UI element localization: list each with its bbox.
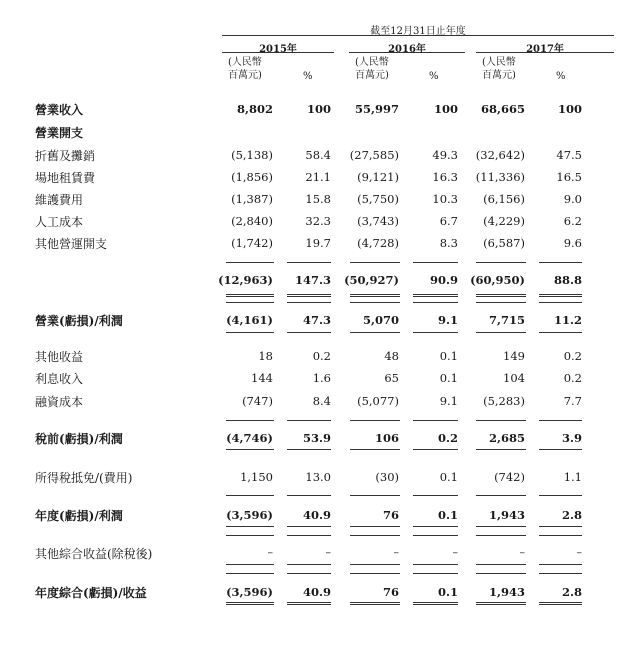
amount-cell: (9,121) <box>357 170 399 184</box>
amount-cell: – <box>267 546 273 559</box>
row-rule <box>476 262 526 263</box>
percent-cell: 88.8 <box>553 273 582 287</box>
percent-cell: 6.7 <box>439 214 458 228</box>
amount-cell: 1,943 <box>488 585 525 599</box>
percent-cell: 100 <box>306 102 331 116</box>
row-rule <box>226 602 274 605</box>
percent-cell: 100 <box>557 102 582 116</box>
amount-cell: (4,229) <box>483 214 525 228</box>
amount-cell: (5,750) <box>357 192 399 206</box>
unit-line-2: 百萬元) <box>355 70 389 81</box>
row-label: 年度綜合(虧損)/收益 <box>35 586 147 600</box>
row-label: 折舊及攤銷 <box>35 149 96 163</box>
row-rule <box>413 294 458 297</box>
year-2016: 2016年 <box>388 44 426 55</box>
year-2017: 2017年 <box>526 44 564 55</box>
amount-cell: 149 <box>503 349 525 363</box>
row-rule <box>413 420 458 421</box>
amount-cell: 5,070 <box>362 313 399 327</box>
row-label: 營業(虧損)/利潤 <box>35 314 123 328</box>
row-label: 其他綜合收益(除稅後) <box>35 547 153 561</box>
row-label: 維護費用 <box>35 193 84 207</box>
percent-cell: 47.5 <box>556 148 582 162</box>
row-label: 場地租賃費 <box>35 171 96 185</box>
percent-cell: – <box>576 546 582 559</box>
row-rule <box>539 602 582 605</box>
percent-cell: 0.2 <box>563 371 582 385</box>
amount-cell: (4,161) <box>226 313 273 327</box>
percent-cell: – <box>325 546 331 559</box>
row-rule <box>539 294 582 297</box>
percent-cell: 0.1 <box>439 470 458 484</box>
row-rule <box>413 495 458 496</box>
row-rule <box>350 535 400 536</box>
row-label: 所得稅抵免/(費用) <box>35 471 133 485</box>
row-rule <box>226 535 274 536</box>
amount-cell: (30) <box>375 470 399 484</box>
percent-cell: 11.2 <box>553 313 582 327</box>
row-rule <box>350 294 400 297</box>
row-rule <box>350 564 400 565</box>
amount-cell: 48 <box>384 349 399 363</box>
amount-cell: 65 <box>384 371 399 385</box>
row-rule <box>539 302 582 303</box>
row-rule <box>476 564 526 565</box>
percent-cell: 40.9 <box>302 585 331 599</box>
percent-cell: 100 <box>433 102 458 116</box>
row-rule <box>350 495 400 496</box>
row-rule <box>539 262 582 263</box>
amount-cell: (32,642) <box>475 148 525 162</box>
row-rule <box>226 495 274 496</box>
unit-line-2: 百萬元) <box>482 70 516 81</box>
percent-cell: 32.3 <box>305 214 331 228</box>
percent-cell: 47.3 <box>302 313 331 327</box>
row-rule <box>226 526 274 527</box>
percent-cell: 90.9 <box>429 273 458 287</box>
amount-cell: (1,856) <box>231 170 273 184</box>
percent-cell: 9.0 <box>563 192 582 206</box>
amount-cell: 1,943 <box>488 508 525 522</box>
row-rule <box>539 495 582 496</box>
amount-cell: (50,927) <box>344 273 399 287</box>
percent-cell: 0.1 <box>437 508 458 522</box>
row-rule <box>226 449 274 450</box>
row-rule <box>413 449 458 450</box>
amount-cell: 1,150 <box>240 470 273 484</box>
period-header: 截至12月31日止年度 <box>370 26 466 37</box>
row-rule <box>350 449 400 450</box>
row-label: 其他收益 <box>35 350 84 364</box>
unit-header-2016 <box>355 56 389 82</box>
row-rule <box>413 573 458 574</box>
row-rule <box>226 420 274 421</box>
amount-cell: 106 <box>374 431 399 445</box>
unit-line-2: 百萬元) <box>228 70 262 81</box>
amount-cell: (747) <box>242 394 273 408</box>
percent-cell: 58.4 <box>305 148 331 162</box>
unit-line-1: (人民幣 <box>482 57 516 68</box>
percent-cell: 0.1 <box>437 585 458 599</box>
amount-cell: (11,336) <box>475 170 525 184</box>
row-rule <box>287 449 331 450</box>
percent-cell: 1.1 <box>563 470 582 484</box>
year-rule-2017 <box>476 52 614 53</box>
row-rule <box>287 602 331 605</box>
row-rule <box>350 420 400 421</box>
row-rule <box>287 332 331 333</box>
percent-cell: 1.6 <box>312 371 331 385</box>
row-label: 利息收入 <box>35 372 84 386</box>
row-rule <box>413 332 458 333</box>
amount-cell: (6,587) <box>483 236 525 250</box>
row-rule <box>476 332 526 333</box>
percent-cell: 7.7 <box>563 394 582 408</box>
row-rule <box>476 420 526 421</box>
percent-cell: 0.2 <box>563 349 582 363</box>
row-label: 年度(虧損)/利潤 <box>35 509 123 523</box>
row-rule <box>476 302 526 303</box>
row-rule <box>226 302 274 303</box>
row-rule <box>476 602 526 605</box>
row-rule <box>350 262 400 263</box>
row-rule <box>287 420 331 421</box>
percent-cell: 19.7 <box>305 236 331 250</box>
row-rule <box>476 294 526 297</box>
percent-cell: 16.5 <box>556 170 582 184</box>
row-rule <box>287 535 331 536</box>
row-rule <box>350 302 400 303</box>
year-rule-2016 <box>349 52 465 53</box>
amount-cell: – <box>393 546 399 559</box>
row-rule <box>413 535 458 536</box>
row-rule <box>413 602 458 605</box>
pct-header-2015: % <box>303 71 313 82</box>
unit-header-2017 <box>482 56 516 82</box>
row-label: 營業收入 <box>35 103 84 117</box>
percent-cell: 15.8 <box>305 192 331 206</box>
amount-cell: (3,596) <box>226 585 273 599</box>
row-rule <box>287 526 331 527</box>
amount-cell: (3,743) <box>357 214 399 228</box>
row-rule <box>413 302 458 303</box>
amount-cell: 2,685 <box>488 431 525 445</box>
percent-cell: 2.8 <box>561 585 582 599</box>
amount-cell: – <box>519 546 525 559</box>
row-rule <box>476 526 526 527</box>
amount-cell: 55,997 <box>354 102 399 116</box>
row-rule <box>476 573 526 574</box>
amount-cell: (5,138) <box>231 148 273 162</box>
row-rule <box>350 526 400 527</box>
percent-cell: 53.9 <box>302 431 331 445</box>
row-rule <box>287 564 331 565</box>
row-rule <box>287 294 331 297</box>
percent-cell: 0.2 <box>437 431 458 445</box>
row-rule <box>413 564 458 565</box>
row-rule <box>539 526 582 527</box>
percent-cell: 9.6 <box>563 236 582 250</box>
percent-cell: 16.3 <box>432 170 458 184</box>
row-rule <box>539 573 582 574</box>
row-rule <box>287 495 331 496</box>
row-rule <box>476 449 526 450</box>
percent-cell: 0.1 <box>439 371 458 385</box>
unit-line-1: (人民幣 <box>355 57 389 68</box>
amount-cell: (6,156) <box>483 192 525 206</box>
percent-cell: 0.1 <box>439 349 458 363</box>
row-rule <box>413 262 458 263</box>
row-rule <box>413 526 458 527</box>
amount-cell: (4,728) <box>357 236 399 250</box>
amount-cell: 8,802 <box>236 102 273 116</box>
row-label: 其他營運開支 <box>35 237 108 251</box>
row-rule <box>287 573 331 574</box>
percent-cell: 40.9 <box>302 508 331 522</box>
percent-cell: 2.8 <box>561 508 582 522</box>
percent-cell: 8.3 <box>439 236 458 250</box>
row-rule <box>226 294 274 297</box>
row-rule <box>226 332 274 333</box>
amount-cell: (1,387) <box>231 192 273 206</box>
amount-cell: (4,746) <box>226 431 273 445</box>
row-label: 人工成本 <box>35 215 84 229</box>
amount-cell: 144 <box>251 371 273 385</box>
row-rule <box>539 420 582 421</box>
row-rule <box>476 535 526 536</box>
amount-cell: (742) <box>494 470 525 484</box>
percent-cell: 6.2 <box>563 214 582 228</box>
row-label: 稅前(虧損)/利潤 <box>35 432 123 446</box>
amount-cell: 104 <box>503 371 525 385</box>
percent-cell: 147.3 <box>294 273 331 287</box>
row-label: 營業開支 <box>35 126 84 140</box>
row-rule <box>539 535 582 536</box>
amount-cell: (5,077) <box>357 394 399 408</box>
unit-header-2015 <box>228 56 262 82</box>
row-rule <box>226 573 274 574</box>
row-rule <box>539 564 582 565</box>
row-rule <box>539 449 582 450</box>
row-rule <box>287 262 331 263</box>
amount-cell: (3,596) <box>226 508 273 522</box>
percent-cell: 9.1 <box>439 394 458 408</box>
percent-cell: – <box>452 546 458 559</box>
percent-cell: 9.1 <box>437 313 458 327</box>
row-rule <box>350 332 400 333</box>
row-rule <box>476 495 526 496</box>
row-rule <box>287 302 331 303</box>
pct-header-2016: % <box>429 71 439 82</box>
percent-cell: 49.3 <box>432 148 458 162</box>
percent-cell: 10.3 <box>432 192 458 206</box>
percent-cell: 13.0 <box>305 470 331 484</box>
year-rule-2015 <box>222 52 334 53</box>
percent-cell: 8.4 <box>312 394 331 408</box>
row-rule <box>539 332 582 333</box>
amount-cell: (60,950) <box>470 273 525 287</box>
amount-cell: (2,840) <box>231 214 273 228</box>
amount-cell: 7,715 <box>488 313 525 327</box>
amount-cell: 76 <box>382 508 399 522</box>
row-rule <box>226 262 274 263</box>
period-rule <box>222 35 614 36</box>
row-rule <box>350 602 400 605</box>
year-2015: 2015年 <box>259 44 297 55</box>
row-rule <box>350 573 400 574</box>
row-rule <box>226 564 274 565</box>
amount-cell: (27,585) <box>349 148 399 162</box>
unit-line-1: (人民幣 <box>228 57 262 68</box>
amount-cell: 18 <box>258 349 273 363</box>
percent-cell: 21.1 <box>305 170 331 184</box>
percent-cell: 0.2 <box>312 349 331 363</box>
amount-cell: (12,963) <box>218 273 273 287</box>
amount-cell: (1,742) <box>231 236 273 250</box>
amount-cell: 76 <box>382 585 399 599</box>
amount-cell: 68,665 <box>480 102 525 116</box>
row-label: 融資成本 <box>35 395 84 409</box>
pct-header-2017: % <box>556 71 566 82</box>
amount-cell: (5,283) <box>483 394 525 408</box>
percent-cell: 3.9 <box>561 431 582 445</box>
